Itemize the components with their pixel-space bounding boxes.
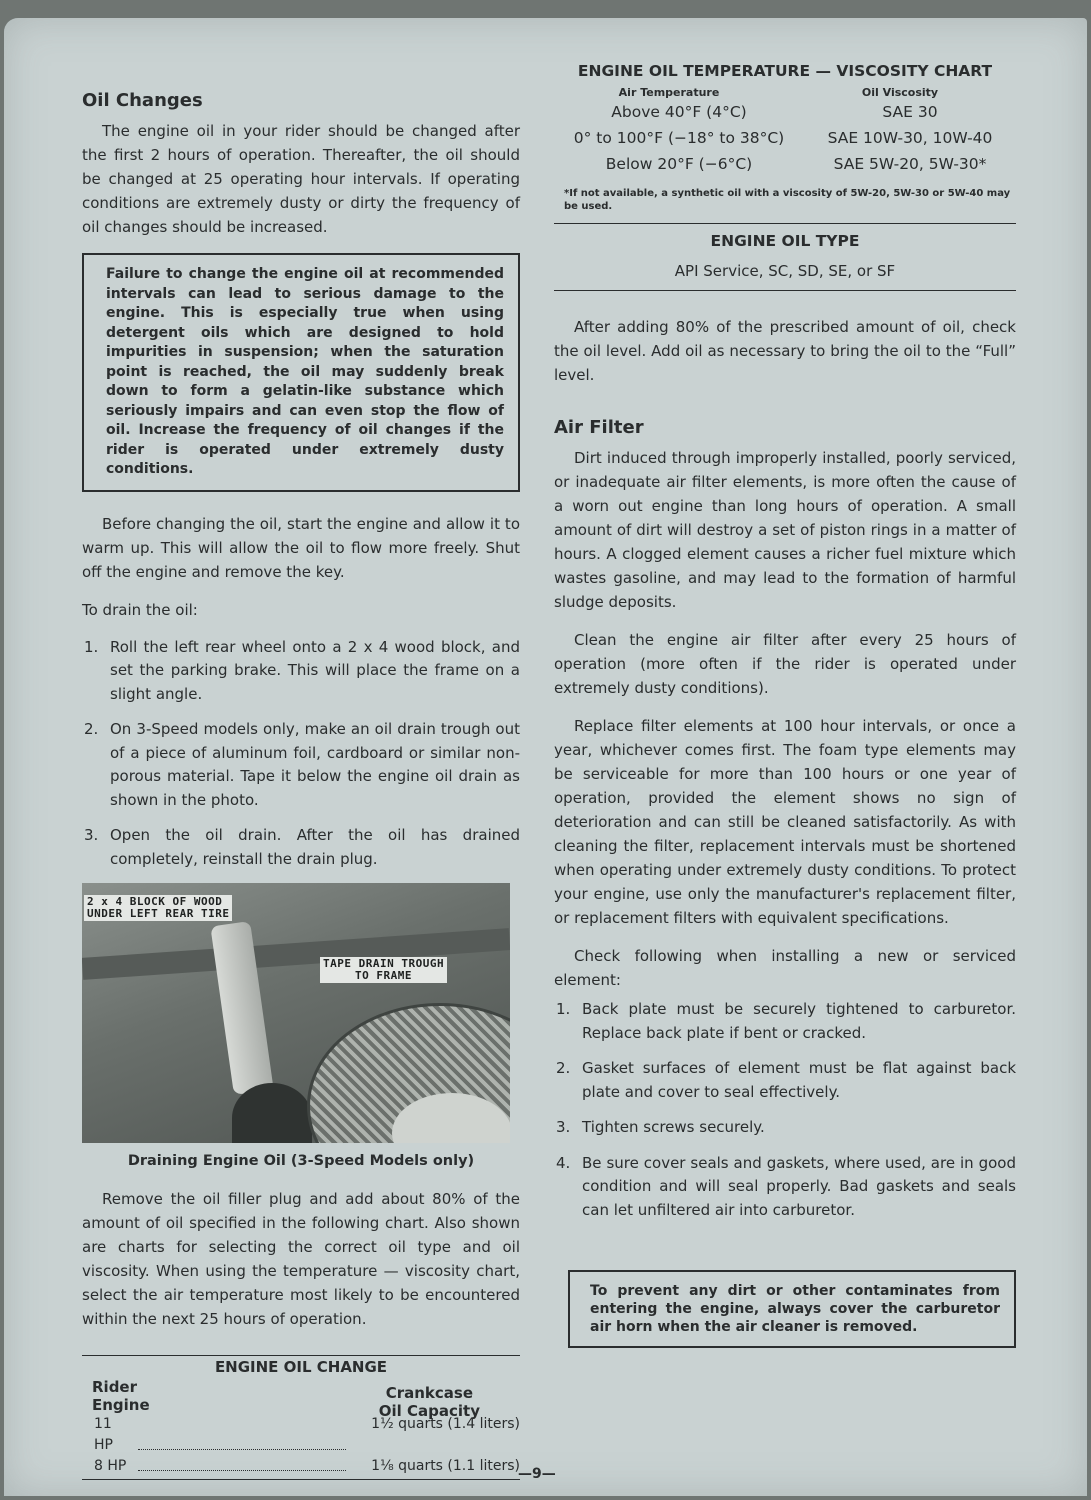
drain-intro: To drain the oil: xyxy=(82,600,198,619)
col-header-air-temp: Air Temperature xyxy=(618,86,720,99)
air-filter-heading: Air Filter xyxy=(554,417,644,438)
col-header-capacity: Crankcase Oil Capacity xyxy=(378,1384,480,1420)
drain-step: 2. On 3-Speed models only, make an oil drain trough out of a piece of aluminum foil, cardboard or similar non-porous material. Tape it below the engine oil drain as shown in the photo. xyxy=(84,720,520,809)
photo-label-wood-block: 2 x 4 BLOCK OF WOOD UNDER LEFT REAR TIRE xyxy=(84,895,232,921)
page-number: —9— xyxy=(518,1466,556,1482)
table-row: 11 HP 1½ quarts (1.4 liters) xyxy=(94,1416,520,1453)
oil-drain-photo xyxy=(82,883,510,1143)
oil-type-table xyxy=(554,224,1016,290)
viscosity-row: Above 40°F (4°C) SAE 30 xyxy=(611,103,938,121)
after-adding-text: After adding 80% of the prescribed amount of oil, check the oil level. Add oil as necessary to bring the oil to the “Full” level. xyxy=(554,318,1016,384)
oil-change-table-title: ENGINE OIL CHANGE xyxy=(214,1358,388,1376)
photo-label-trough: TAPE DRAIN TROUGH TO FRAME xyxy=(320,957,447,983)
filter-step: 3. Tighten screws securely. xyxy=(556,1118,765,1136)
viscosity-row: 0° to 100°F (−18° to 38°C) SAE 10W-30, 10W-40 xyxy=(573,129,993,147)
air-filter-steps-list xyxy=(554,998,1016,1222)
oil-change-table xyxy=(82,1355,520,1480)
filter-step: 1. Back plate must be securely tightened to carburetor. Replace back plate if bent or cracked. xyxy=(556,1000,1016,1042)
oil-changes-intro: The engine oil in your rider should be changed after the first 2 hours of operation. Thereafter, the oil should be changed at 25 operating hour intervals. If operating conditions are extremely dusty or dirty the frequency of oil changes should be increased. xyxy=(82,122,520,236)
col-header-engine: Rider Engine xyxy=(92,1378,150,1414)
viscosity-row: Below 20°F (−6°C) SAE 5W-20, 5W-30* xyxy=(605,155,987,173)
air-filter-para-1: Dirt induced through improperly installed, poorly serviced, or inadequate air filter elements, is more often the cause of a worn out engine than long hours of operation. A small amount of dirt will destroy a set of piston rings in a matter of hours. A clogged element causes a richer fuel mixture which wastes gasoline, and may lead to the formation of harmful sludge deposits. xyxy=(554,449,1016,611)
left-column xyxy=(82,90,520,1480)
before-changing-text: Before changing the oil, start the engine and allow it to warm up. This will allow the oil to flow more freely. Shut off the engine and remove the key. xyxy=(82,514,520,581)
drain-step: 3. Open the oil drain. After the oil has drained completely, reinstall the drain plug. xyxy=(84,826,520,868)
viscosity-chart xyxy=(554,62,1016,213)
oil-type-value: API Service, SC, SD, SE, or SF xyxy=(674,262,896,280)
viscosity-chart-title: ENGINE OIL TEMPERATURE — VISCOSITY CHART xyxy=(577,62,993,80)
air-horn-callout-box: To prevent any dirt or other contaminates from entering the engine, always cover the carburetor air horn when the air cleaner is removed. xyxy=(568,1270,1016,1348)
oil-change-warning-box: Failure to change the engine oil at recommended intervals can lead to serious damage to the engine. This is especially true when using detergent oils which are designed to hold impurities in suspension; when the saturation point is reached, the oil may suddenly break down to form a gelatin-like substance which seriously impairs and can even stop the flow of oil. Increase the frequency of oil changes if the rider is operated under extremely dusty conditions. xyxy=(82,253,520,492)
table-row: 8 HP 1⅛ quarts (1.1 liters) xyxy=(94,1458,520,1474)
right-column xyxy=(554,62,1016,1348)
air-filter-para-4: Check following when installing a new or serviced element: xyxy=(554,947,1016,989)
drain-funnel xyxy=(232,1083,312,1143)
drain-step: 1. Roll the left rear wheel onto a 2 x 4 wood block, and set the parking brake. This will place the frame on a slight angle. xyxy=(84,637,520,703)
drain-steps-list xyxy=(82,636,520,872)
filter-step: 4. Be sure cover seals and gaskets, where used, are in good condition and will seal properly. Bad gaskets and seals can let unfiltered air into carburetor. xyxy=(556,1153,1016,1219)
air-filter-para-2: Clean the engine air filter after every 25 hours of operation (more often if the rider is operated under extremely dusty conditions). xyxy=(554,631,1016,697)
oil-type-title: ENGINE OIL TYPE xyxy=(710,232,860,250)
viscosity-footnote: *If not available, a synthetic oil with a viscosity of 5W-20, 5W-30 or 5W-40 may be used. xyxy=(564,188,1011,212)
add-oil-text: Remove the oil filler plug and add about 80% of the amount of oil specified in the following chart. Also shown are charts for selecting the correct oil type and oil viscosity. When using the temperature — viscosity chart, select the air temperature most likely to be encountered within the next 25 hours of operation. xyxy=(82,1190,520,1328)
photo-caption: Draining Engine Oil (3-Speed Models only) xyxy=(127,1153,475,1169)
manual-page xyxy=(4,18,1087,1496)
col-header-oil-viscosity: Oil Viscosity xyxy=(861,86,939,99)
air-filter-para-3: Replace filter elements at 100 hour intervals, or once a year, whichever comes first. The foam type elements may be serviceable for more than 100 hours or one year of operation, provided the element shows no sign of deterioration and can still be cleaned satisfactorily. As with cleaning the filter, replacement intervals must be shortened when operating under extremely dusty conditions. To protect your engine, use only the manufacturer's replacement filter, or replacement filters with equivalent specifications. xyxy=(554,717,1016,927)
oil-changes-heading: Oil Changes xyxy=(82,90,203,111)
filter-step: 2. Gasket surfaces of element must be flat against back plate and cover to seal effectively. xyxy=(556,1059,1016,1101)
